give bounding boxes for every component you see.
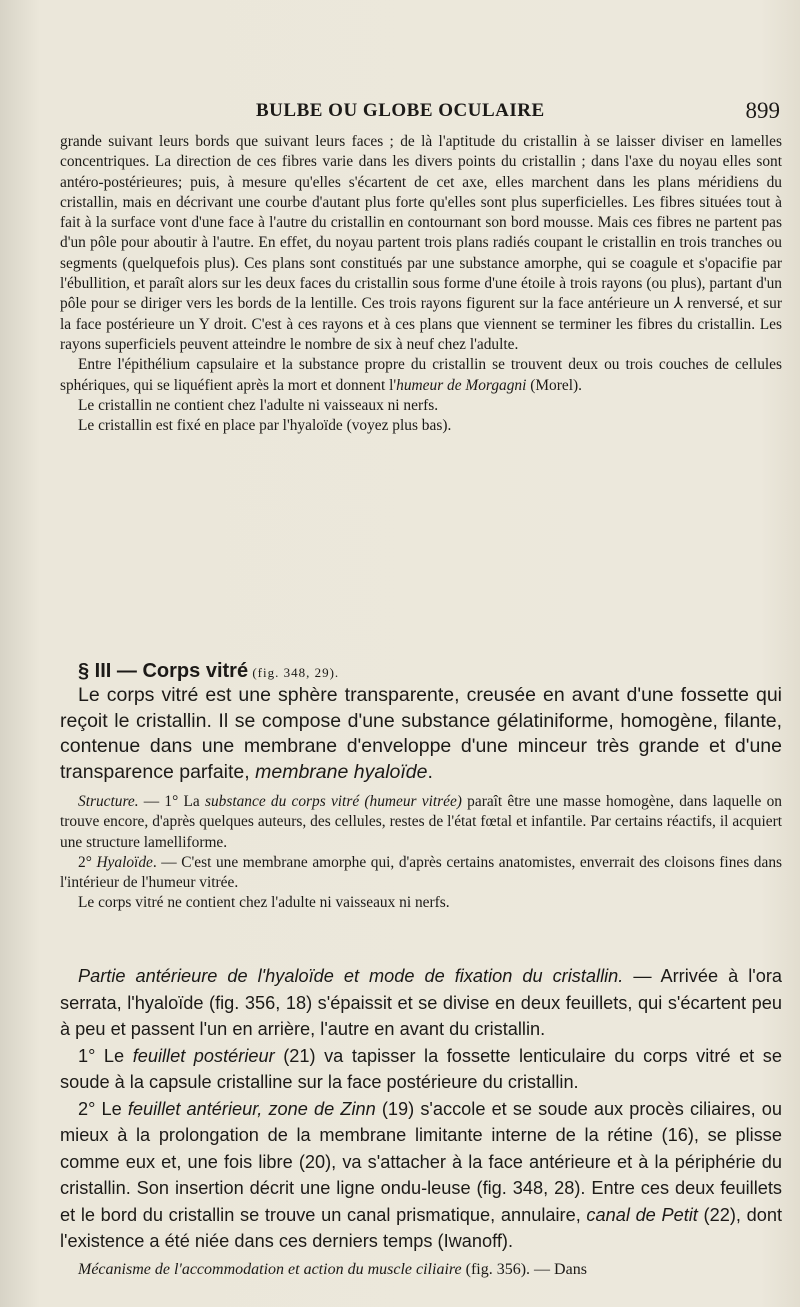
italic-term: feuillet antérieur, zone de Zinn xyxy=(127,1098,376,1119)
text: . xyxy=(427,760,433,783)
text: — Arrivée à l'ora serrata, l'hyaloïde (fig. 356, 18) s'épaissit et se divise en deux feuillets, qui s'écartent peu à peu et passent l'un en arrière, l'autre en avant du cristallin. xyxy=(60,966,782,1039)
lens-text-block xyxy=(60,132,782,436)
section-title: Corps vitré xyxy=(142,660,249,682)
text: Le corps vitré est une sphère transparente, creusée en avant d'une fossette qui reçoit le cristallin. Il se compose d'une substance gélatiniforme, homogène, filante, contenue dans une membrane d'enveloppe d'une minceur très grande et d'une transparence parfaite, xyxy=(60,684,782,783)
figure-reference: (fig. 348, 29). xyxy=(248,665,340,680)
text: 1° Le xyxy=(78,1045,133,1066)
italic-heading: Partie antérieure de l'hyaloïde et mode de fixation du cristallin. xyxy=(78,966,624,986)
paragraph xyxy=(60,963,782,1043)
italic-term: feuillet postérieur xyxy=(132,1045,275,1066)
text: (22), dont l'existence a été niée dans ces derniers temps (Iwanoff). xyxy=(60,1204,783,1251)
text: (21) va tapisser la fossette lenticulaire du corps vitré et se soude à la capsule cristalline sur la face postérieure du cristallin. xyxy=(60,1045,782,1092)
paragraph: grande suivant leurs bords que suivant leurs faces ; de là l'aptitude du cristallin à se laisser diviser en lamelles concentriques. La direction de ces fibres varie dans les divers points du cristallin ; dans l'axe du noyau elles sont antéro-postérieures; puis, à mesure qu'elles s'écartent de cet axe, elles marchent dans les plans méridiens du cristallin, mais en décrivant une courbe d'autant plus forte qu'elles sont plus superficielles. Les fibres situées tout à fait à la surface vont d'une face à l'autre du cristallin en contournant son bord mousse. Mais ces fibres ne partent pas d'un pôle pour aboutir à l'autre. En effet, du noyau partent trois plans radiés coupant le cristallin en trois tranches ou segments (quelquefois plus). Ces plans sont constitués par une substance amorphe, qui se coagule et s'opacifie par l'ébullition, et paraît alors sur les deux faces du cristallin sous forme d'une étoile à trois rayons (ou plus), partant d'un pôle pour se diriger vers les bords de la lentille. Ces trois rayons figurent sur la face antérieure un ⅄ renversé, et sur la face postérieure un Y droit. C'est à ces rayons et à ces plans que viennent se terminer les fibres du cristallin. Les rayons superficiels peuvent atteindre le nombre de six à neuf chez l'adulte. xyxy=(60,133,782,353)
paragraph: Le cristallin ne contient chez l'adulte ni vaisseaux ni nerfs. xyxy=(78,396,439,414)
page-number: 899 xyxy=(745,98,780,123)
paragraph xyxy=(60,1043,782,1096)
text: (19) s'accole et se soude aux procès ciliaires, ou mieux à la prolongation de la membrane limitante interne de la rétine (16), se plisse comme eux et, une fois libre (20), va s'attacher à la face antérieure et à la périphérie du cristallin. Son insertion décrit une ligne ondu-leuse (fig. 348, 28). Entre ces deux feuillets et le bord du cristallin se trouve un canal prismatique, annulaire, xyxy=(60,1098,782,1225)
paragraph xyxy=(60,1096,782,1255)
italic-term: humeur de Morgagni xyxy=(396,376,527,394)
section-heading xyxy=(60,660,798,683)
structure-block xyxy=(60,792,782,914)
dash: — xyxy=(111,660,143,682)
italic-heading: Mécanisme de l'accommodation et action du muscle ciliaire xyxy=(78,1261,462,1278)
text: (fig. 356). — Dans xyxy=(461,1261,587,1278)
italic-term: canal de Petit xyxy=(586,1204,698,1225)
text: Entre l'épithélium capsulaire et la substance propre du cristallin se trouvent deux ou trois couches de cellules sphériques, qui se liquéfient après la mort et donnent l' xyxy=(60,356,782,394)
run-in-heading: Structure. xyxy=(78,793,139,810)
italic-term: substance du corps vitré (humeur vitrée) xyxy=(204,793,462,810)
text: — 1° La xyxy=(138,793,205,810)
text: 2° Le xyxy=(78,1098,128,1119)
paragraph xyxy=(60,1260,782,1280)
paragraph xyxy=(60,792,782,853)
paragraph: Le cristallin est fixé en place par l'hyaloïde (voyez plus bas). xyxy=(78,417,452,435)
section-number: § III xyxy=(78,660,112,682)
paragraph: Le corps vitré ne contient chez l'adulte ni vaisseaux ni nerfs. xyxy=(78,894,450,912)
paragraph xyxy=(60,355,782,396)
lead-paragraph xyxy=(60,683,782,785)
bottom-line xyxy=(60,1260,782,1280)
text: 2° xyxy=(78,853,97,871)
running-title: BULBE OU GLOBE OCULAIRE xyxy=(256,100,545,121)
italic-term: membrane hyaloïde xyxy=(255,760,428,783)
text: . — C'est une membrane amorphe qui, d'après certains anatomistes, enverrait des cloisons fines dans l'intérieur de l'humeur vitrée. xyxy=(60,853,782,892)
anterior-part-block xyxy=(60,963,782,1255)
page-header xyxy=(60,98,780,128)
text: paraît être une masse homogène, dans laquelle on trouve encore, d'après quelques auteurs, des cellules, restes de l'état fœtal et infantile. Par certains réactifs, il acquiert une structure lamelliforme. xyxy=(60,793,782,851)
paragraph xyxy=(60,853,782,894)
italic-term: Hyaloïde xyxy=(96,853,153,871)
text: (Morel). xyxy=(526,376,582,394)
